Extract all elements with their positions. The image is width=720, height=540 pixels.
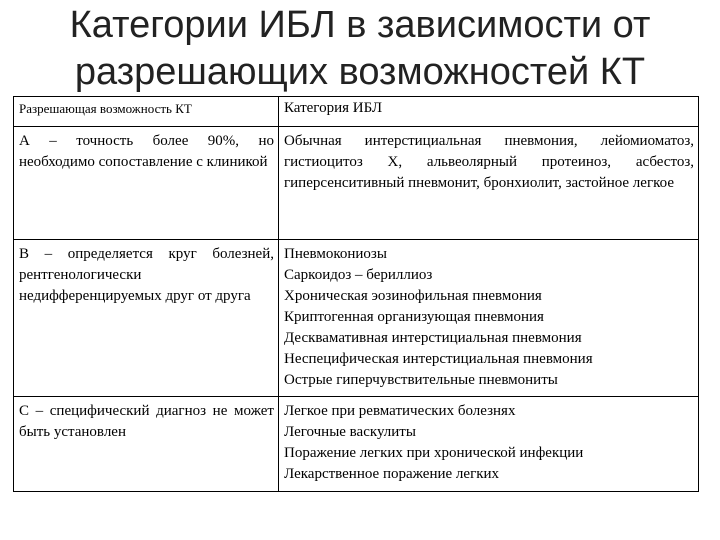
category-list-cell: [279, 240, 699, 397]
list-item: Легочные васкулиты: [284, 424, 416, 440]
table-row: [14, 240, 699, 397]
table-header-row: [14, 97, 699, 127]
category-cell: Обычная интерстициальная пневмония, лейомиоматоз, гистиоцитоз Х, альвеолярный протеиноз, асбестоз, гиперсенситивный пневмонит, бронхиолит, застойное легкое: [279, 127, 699, 240]
list-item: Легкое при ревматических болезнях: [284, 403, 516, 419]
header-category: Категория ИБЛ: [279, 97, 699, 127]
list-item: Криптогенная организующая пневмония: [284, 309, 544, 325]
list-item: Пневмокониозы: [284, 246, 387, 262]
table-row: [14, 397, 699, 492]
header-capability: Разрешающая возможность КТ: [14, 97, 279, 127]
list-item: Лекарственное поражение легких: [284, 466, 500, 482]
table-row: [14, 127, 699, 240]
list-item: Хроническая эозинофильная пневмония: [284, 288, 542, 304]
category-list-cell: [279, 397, 699, 492]
list-item: Острые гиперчувствительные пневмониты: [284, 372, 558, 388]
list-item: Десквамативная интерстициальная пневмония: [284, 330, 582, 346]
list-item: Неспецифическая интерстициальная пневмония: [284, 351, 593, 367]
list-item: Поражение легких при хронической инфекции: [284, 445, 584, 461]
list-item: Саркоидоз – бериллиоз: [284, 267, 433, 283]
capability-cell: С – специфический диагноз не может быть установлен: [14, 397, 279, 492]
ibl-categories-table: [13, 96, 699, 492]
capability-cell: В – определяется круг болезней, рентгенологически недифференцируемых друг от друга: [14, 240, 279, 397]
capability-cell: А – точность более 90%, но необходимо сопоставление с клиникой: [14, 127, 279, 240]
slide-title: Категории ИБЛ в зависимости от разрешающих возможностей КТ: [69, 4, 651, 93]
